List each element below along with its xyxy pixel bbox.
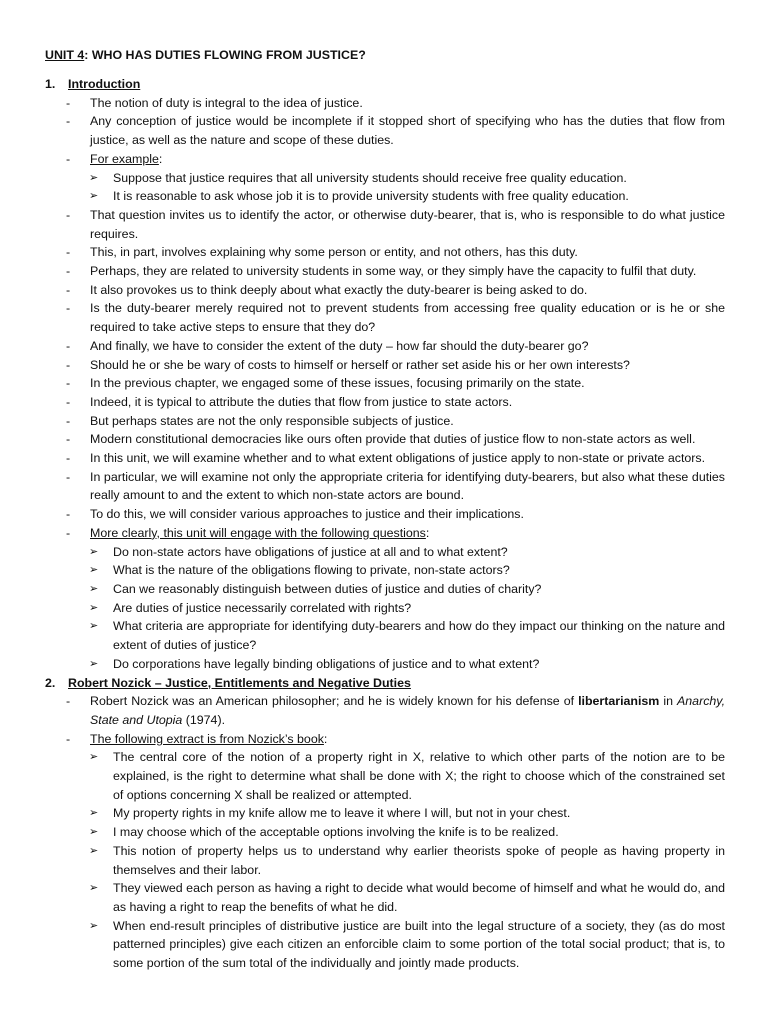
arrow-bullet-icon: ➢ — [89, 807, 99, 820]
dash-item — [45, 206, 725, 243]
arrow-item — [45, 879, 725, 916]
dash-bullet-icon: - — [66, 432, 71, 447]
dash-item — [45, 243, 725, 262]
item-text: It also provokes us to think deeply about what exactly the duty-bearer is being asked to do. — [90, 282, 588, 297]
document-page — [45, 46, 725, 973]
dash-item — [45, 730, 725, 749]
item-text: I may choose which of the acceptable options involving the knife is to be realized. — [113, 825, 559, 840]
item-text: Should he or she be wary of costs to himself or herself or rather set aside his or her own interests? — [90, 357, 630, 372]
item-text: Are duties of justice necessarily correlated with rights? — [113, 600, 412, 615]
item-text: Perhaps, they are related to university students in some way, or they simply have the capacity to fulfil that duty. — [90, 264, 697, 279]
dash-item — [45, 692, 725, 729]
dash-bullet-icon: - — [66, 264, 71, 279]
section-heading — [45, 75, 725, 94]
item-text: Any conception of justice would be incomplete if it stopped short of specifying who has the duties that flow from justice, as well as the nature and scope of these duties. — [90, 114, 725, 148]
arrow-item — [45, 561, 725, 580]
item-text: They viewed each person as having a right to decide what would become of himself and what he would do, and as having a right to reap the benefits of what he did. — [113, 881, 725, 914]
text-run: (1974). — [182, 712, 226, 727]
dash-bullet-icon: - — [66, 114, 71, 129]
item-text: What is the nature of the obligations flowing to private, non-state actors? — [113, 563, 510, 578]
item-punctuation: : — [158, 151, 163, 166]
section-number: 1. — [45, 77, 56, 91]
arrow-item — [45, 655, 725, 674]
dash-bullet-icon: - — [66, 95, 71, 110]
dash-item — [45, 412, 725, 431]
dash-bullet-icon: - — [66, 207, 71, 222]
arrow-item — [45, 917, 725, 973]
item-text: But perhaps states are not the only responsible subjects of justice. — [90, 413, 454, 428]
dash-bullet-icon: - — [66, 151, 71, 166]
dash-item — [45, 94, 725, 113]
arrow-bullet-icon: ➢ — [89, 882, 99, 895]
item-text: To do this, we will consider various approaches to justice and their implications. — [90, 507, 524, 522]
arrow-bullet-icon: ➢ — [89, 171, 99, 184]
unit-heading: : WHO HAS DUTIES FLOWING FROM JUSTICE? — [84, 48, 366, 62]
dash-item — [45, 524, 725, 543]
dash-item — [45, 393, 725, 412]
dash-bullet-icon: - — [66, 469, 71, 484]
item-text: And finally, we have to consider the extent of the duty – how far should the duty-bearer go? — [90, 338, 589, 353]
arrow-item — [45, 842, 725, 879]
arrow-item — [45, 187, 725, 206]
dash-bullet-icon: - — [66, 507, 71, 522]
item-text: In this unit, we will examine whether and to what extent obligations of justice apply to non-state or private actors. — [90, 451, 706, 466]
arrow-bullet-icon: ➢ — [89, 919, 99, 932]
book-title: Anarchy, State and Utopia — [90, 694, 726, 727]
dash-bullet-icon: - — [66, 245, 71, 260]
section-number: 2. — [45, 675, 56, 690]
arrow-bullet-icon: ➢ — [89, 564, 99, 577]
item-text: Do non-state actors have obligations of justice at all and to what extent? — [113, 544, 508, 559]
dash-bullet-icon: - — [66, 376, 71, 391]
dash-item — [45, 449, 725, 468]
item-punctuation: : — [425, 525, 430, 540]
dash-item — [45, 337, 725, 356]
bold-term: libertarianism — [578, 694, 660, 709]
arrow-bullet-icon: ➢ — [89, 844, 99, 857]
item-text: The notion of duty is integral to the idea of justice. — [90, 95, 363, 110]
unit-title — [45, 46, 725, 64]
arrow-bullet-icon: ➢ — [89, 657, 99, 670]
dash-item — [45, 262, 725, 281]
item-text: Can we reasonably distinguish between duties of justice and duties of charity? — [113, 581, 542, 596]
item-text: The central core of the notion of a property right in X, relative to which other parts of the notion are to be explained, is the right to determine what shall be done with X; the right to choose which of the constrained set of options concerning X shall be realized or attempted. — [113, 750, 725, 802]
dash-item — [45, 468, 725, 505]
dash-item — [45, 281, 725, 300]
item-text: It is reasonable to ask whose job it is to provide university students with free quality education. — [113, 189, 629, 204]
item-text: This notion of property helps us to understand why earlier theorists spoke of people as having property in themselves and their labor. — [113, 843, 725, 877]
arrow-bullet-icon: ➢ — [89, 751, 99, 764]
item-text: Indeed, it is typical to attribute the duties that flow from justice to state actors. — [90, 394, 513, 409]
arrow-bullet-icon: ➢ — [89, 190, 99, 203]
text-run: Robert Nozick was an American philosopher; and he is widely known for his defense of — [90, 694, 579, 709]
dash-bullet-icon: - — [66, 413, 71, 428]
dash-item — [45, 430, 725, 449]
item-text: What criteria are appropriate for identifying duty-bearers and how do they impact our thinking on the nature and extent of duties of justice? — [113, 619, 725, 653]
arrow-item — [45, 823, 725, 842]
arrow-bullet-icon: ➢ — [89, 601, 99, 614]
arrow-bullet-icon: ➢ — [89, 826, 99, 839]
dash-bullet-icon: - — [66, 301, 71, 316]
arrow-item — [45, 543, 725, 562]
underlined-text: More clearly, this unit will engage with the following questions — [90, 525, 426, 540]
item-text: Do corporations have legally binding obligations of justice and to what extent? — [113, 656, 540, 671]
document-body — [45, 75, 725, 973]
underlined-text: The following extract is from Nozick’s book — [90, 731, 324, 746]
item-text: My property rights in my knife allow me to leave it where I will, but not in your chest. — [113, 806, 571, 821]
dash-item — [45, 374, 725, 393]
arrow-item — [45, 169, 725, 188]
item-text: This, in part, involves explaining why some person or entity, and not others, has this duty. — [90, 245, 578, 260]
dash-bullet-icon: - — [66, 394, 71, 409]
unit-number: UNIT 4 — [45, 48, 85, 62]
dash-item — [45, 150, 725, 169]
text-run: in — [659, 694, 678, 709]
section-title: Introduction — [68, 77, 141, 91]
dash-bullet-icon: - — [66, 451, 71, 466]
dash-bullet-icon: - — [66, 338, 71, 353]
underlined-text: For example — [90, 151, 159, 166]
arrow-item — [45, 580, 725, 599]
dash-item — [45, 299, 725, 336]
section-heading — [45, 674, 725, 693]
dash-item — [45, 505, 725, 524]
dash-bullet-icon: - — [66, 694, 71, 709]
arrow-item — [45, 617, 725, 654]
dash-bullet-icon: - — [66, 525, 71, 540]
item-text: In the previous chapter, we engaged some of these issues, focusing primarily on the state. — [90, 376, 585, 391]
item-text: In particular, we will examine not only the appropriate criteria for identifying duty-bearers, but also what these duties really amount to and the extent to which non-state actors are bound. — [90, 469, 725, 503]
arrow-item — [45, 804, 725, 823]
arrow-item — [45, 599, 725, 618]
dash-bullet-icon: - — [66, 357, 71, 372]
item-text: Suppose that justice requires that all university students should receive free quality education. — [113, 170, 627, 185]
arrow-bullet-icon: ➢ — [89, 620, 99, 633]
item-text: Modern constitutional democracies like ours often provide that duties of justice flow to non-state actors as well. — [90, 432, 696, 447]
section-title: Robert Nozick – Justice, Entitlements and Negative Duties — [68, 675, 411, 690]
item-punctuation: : — [323, 731, 328, 746]
item-text: When end-result principles of distributive justice are built into the legal structure of a society, they (as do most patterned principles) give each citizen an enforcible claim to some portion of the total social product; that is, to some portion of the sum total of the individually and jointly made products. — [113, 918, 725, 971]
dash-bullet-icon: - — [66, 731, 71, 746]
arrow-item — [45, 748, 725, 804]
arrow-bullet-icon: ➢ — [89, 545, 99, 558]
item-text: Is the duty-bearer merely required not to prevent students from accessing free quality education or is he or she required to take active steps to ensure that they do? — [90, 301, 725, 335]
dash-bullet-icon: - — [66, 282, 71, 297]
arrow-bullet-icon: ➢ — [89, 582, 99, 595]
dash-item — [45, 112, 725, 149]
item-text: That question invites us to identify the actor, or otherwise duty-bearer, that is, who is responsible to do what justice requires. — [90, 207, 725, 241]
dash-item — [45, 356, 725, 375]
